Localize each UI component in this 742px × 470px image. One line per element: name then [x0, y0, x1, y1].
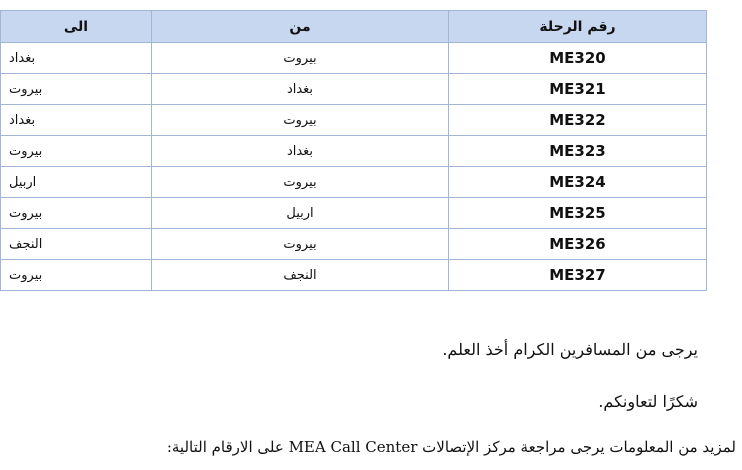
- table-row: [1, 198, 707, 229]
- flight-number-cell: ME322: [449, 105, 707, 136]
- header-flight-number: رقم الرحلة: [449, 11, 707, 43]
- table-row: [1, 105, 707, 136]
- table-header-row: [1, 11, 707, 43]
- destination-cell: بيروت: [1, 74, 152, 105]
- origin-cell: بيروت: [152, 167, 449, 198]
- flight-number-cell: ME320: [449, 43, 707, 74]
- flight-number-cell: ME321: [449, 74, 707, 105]
- origin-cell: بغداد: [152, 136, 449, 167]
- call-center-info-text: لمزيد من المعلومات يرجى مراجعة مركز الإتصالات MEA Call Center على الارقام التالية:: [166, 438, 736, 456]
- origin-cell: بغداد: [152, 74, 449, 105]
- table-row: [1, 229, 707, 260]
- origin-cell: النجف: [152, 260, 449, 291]
- destination-cell: بغداد: [1, 105, 152, 136]
- table-row: [1, 136, 707, 167]
- flight-number-cell: ME323: [449, 136, 707, 167]
- notice-text: يرجى من المسافرين الكرام أخذ العلم.: [442, 340, 698, 359]
- origin-cell: بيروت: [152, 229, 449, 260]
- destination-cell: بغداد: [1, 43, 152, 74]
- flight-number-cell: ME325: [449, 198, 707, 229]
- flights-table: [0, 10, 707, 291]
- destination-cell: بيروت: [1, 198, 152, 229]
- thanks-text: شكرًا لتعاونكم.: [598, 392, 698, 411]
- table-row: [1, 167, 707, 198]
- destination-cell: النجف: [1, 229, 152, 260]
- header-from: من: [152, 11, 449, 43]
- destination-cell: بيروت: [1, 260, 152, 291]
- flight-number-cell: ME326: [449, 229, 707, 260]
- origin-cell: اربيل: [152, 198, 449, 229]
- flight-number-cell: ME324: [449, 167, 707, 198]
- destination-cell: بيروت: [1, 136, 152, 167]
- destination-cell: اربيل: [1, 167, 152, 198]
- origin-cell: بيروت: [152, 43, 449, 74]
- header-to: الى: [1, 11, 152, 43]
- table-row: [1, 74, 707, 105]
- origin-cell: بيروت: [152, 105, 449, 136]
- table-row: [1, 260, 707, 291]
- flight-number-cell: ME327: [449, 260, 707, 291]
- table-row: [1, 43, 707, 74]
